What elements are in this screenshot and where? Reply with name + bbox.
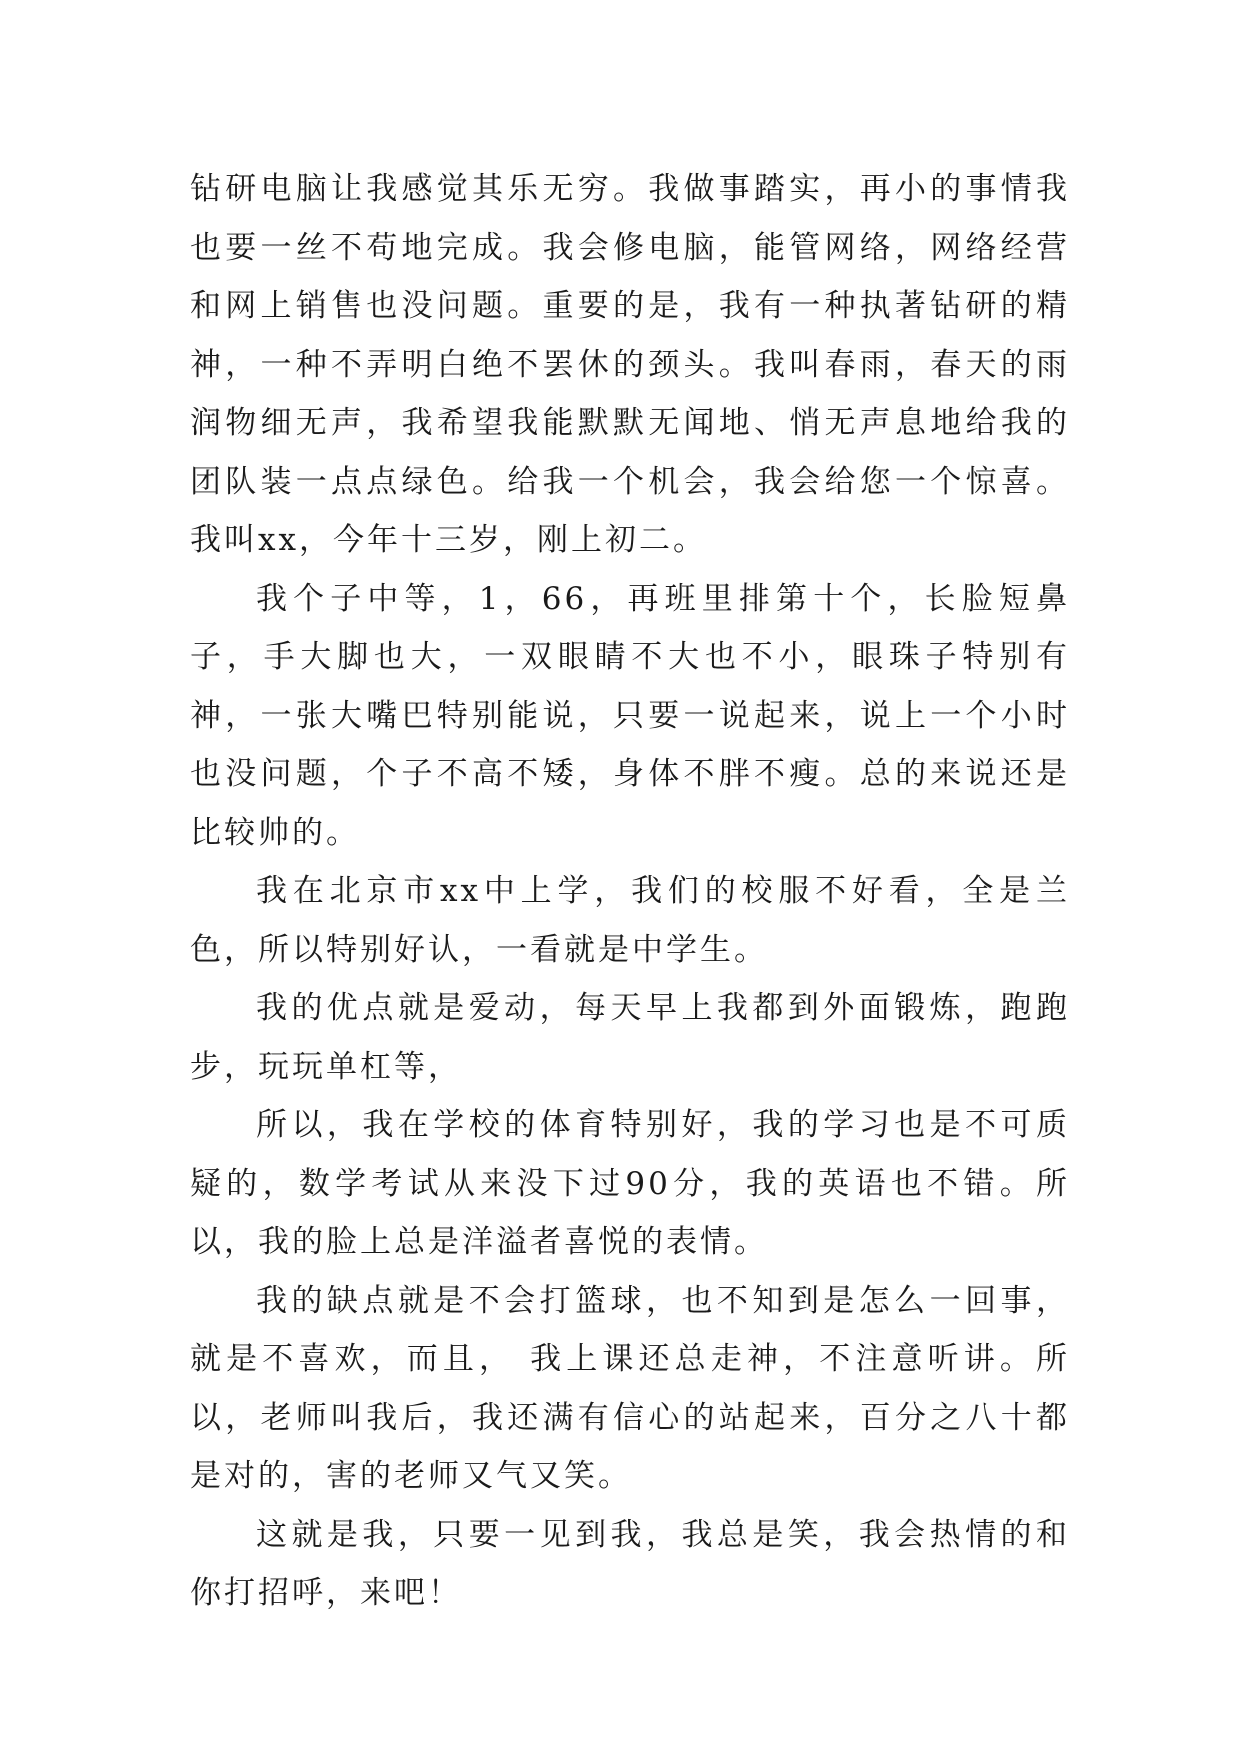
- paragraph-3: 我在北京市xx中上学，我们的校服不好看，全是兰色，所以特别好认，一看就是中学生。: [190, 873, 1070, 968]
- paragraph-6: 我的缺点就是不会打篮球，也不知到是怎么一回事，就是不喜欢，而且， 我上课还总走神，不注意听讲。所以，老师叫我后，我还满有信心的站起来，百分之八十都是对的，害的老师又气又笑。: [190, 1282, 1070, 1494]
- document-page: [190, 160, 1070, 1623]
- paragraph-2: 我个子中等，1，66，再班里排第十个，长脸短鼻子，手大脚也大，一双眼睛不大也不小，眼珠子特别有神，一张大嘴巴特别能说，只要一说起来，说上一个小时也没问题，个子不高不矮，身体不胖不瘦。总的来说还是比较帅的。: [190, 580, 1070, 851]
- paragraph-4: 我的优点就是爱动，每天早上我都到外面锻炼，跑跑步，玩玩单杠等，: [190, 990, 1070, 1085]
- paragraph-1: 钻研电脑让我感觉其乐无穷。我做事踏实，再小的事情我也要一丝不苟地完成。我会修电脑，能管网络，网络经营和网上销售也没问题。重要的是，我有一种执著钻研的精神，一种不弄明白绝不罢休的颈头。我叫春雨，春天的雨润物细无声，我希望我能默默无闻地、悄无声息地给我的团队装一点点绿色。给我一个机会，我会给您一个惊喜。 我叫xx，今年十三岁，刚上初二。: [190, 171, 1070, 558]
- paragraph-7: 这就是我，只要一见到我，我总是笑，我会热情的和你打招呼，来吧！: [190, 1516, 1070, 1611]
- paragraph-5: 所以，我在学校的体育特别好，我的学习也是不可质疑的，数学考试从来没下过90分，我的英语也不错。所以，我的脸上总是洋溢者喜悦的表情。: [190, 1107, 1070, 1260]
